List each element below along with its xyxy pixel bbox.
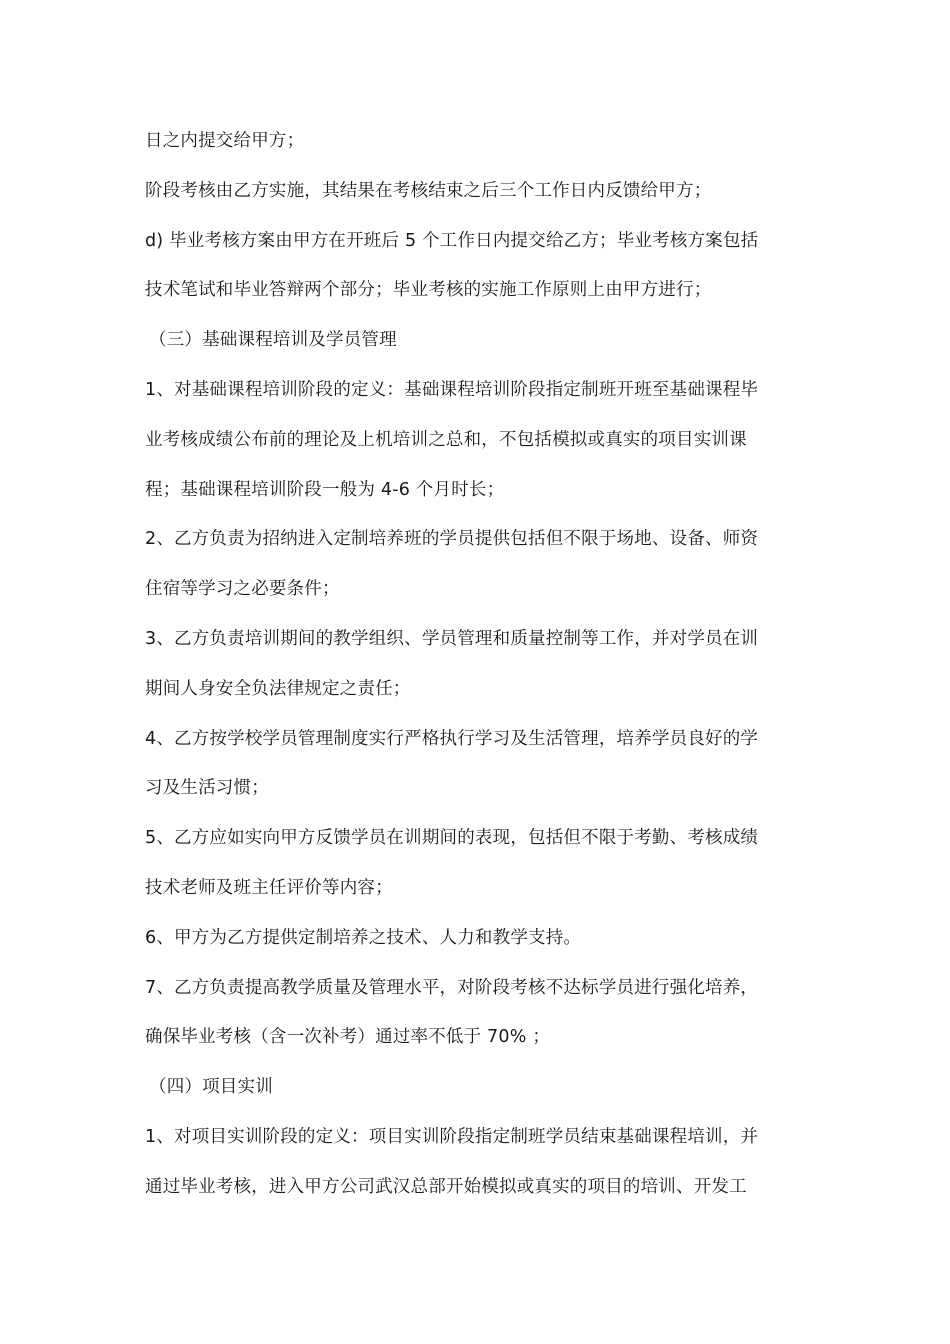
body-line: 6、甲方为乙方提供定制培养之技术、人力和教学支持。 [145,927,582,948]
body-line: 阶段考核由乙方实施，其结果在考核结束之后三个工作日内反馈给甲方； [145,180,712,201]
body-line: 技术笔试和毕业答辩两个部分；毕业考核的实施工作原则上由甲方进行； [145,280,712,301]
body-line: 期间人身安全负法律规定之责任； [145,678,411,699]
body-line: 通过毕业考核，进入甲方公司武汉总部开始模拟或真实的项目的培训、开发工 [145,1176,747,1197]
body-line: 4、乙方按学校学员管理制度实行严格执行学习及生活管理，培养学员良好的学 [145,728,759,749]
body-line: 技术老师及班主任评价等内容； [145,877,393,898]
body-line: 习及生活习惯； [145,778,269,799]
body-line: 5、乙方应如实向甲方反馈学员在训期间的表现，包括但不限于考勤、考核成绩 [145,828,759,849]
body-line: 7、乙方负责提高教学质量及管理水平，对阶段考核不达标学员进行强化培养， [145,977,759,998]
body-line: 日之内提交给甲方； [145,131,305,151]
body-line: 确保毕业考核（含一次补考）通过率不低于 70% ； [145,1027,551,1048]
body-line: 业考核成绩公布前的理论及上机培训之总和，不包括模拟或真实的项目实训课 [145,429,747,450]
body-line: 住宿等学习之必要条件； [145,579,340,600]
section-heading: （四）项目实训 [149,1077,273,1098]
body-line: 1、对项目实训阶段的定义：项目实训阶段指定制班学员结束基础课程培训，并 [145,1126,759,1147]
body-line: d) 毕业考核方案由甲方在开班后 5 个工作日内提交给乙方；毕业考核方案包括 [145,230,759,251]
body-line: 1、对基础课程培训阶段的定义：基础课程培训阶段指定制班开班至基础课程毕 [145,379,759,400]
body-line: 2、乙方负责为招纳进入定制培养班的学员提供包括但不限于场地、设备、师资 [145,529,759,550]
section-heading: （三）基础课程培训及学员管理 [149,330,397,351]
document-body [145,117,810,1213]
body-line: 程；基础课程培训阶段一般为 4-6 个月时长； [145,479,505,500]
body-line: 3、乙方负责培训期间的教学组织、学员管理和质量控制等工作，并对学员在训 [145,628,759,649]
